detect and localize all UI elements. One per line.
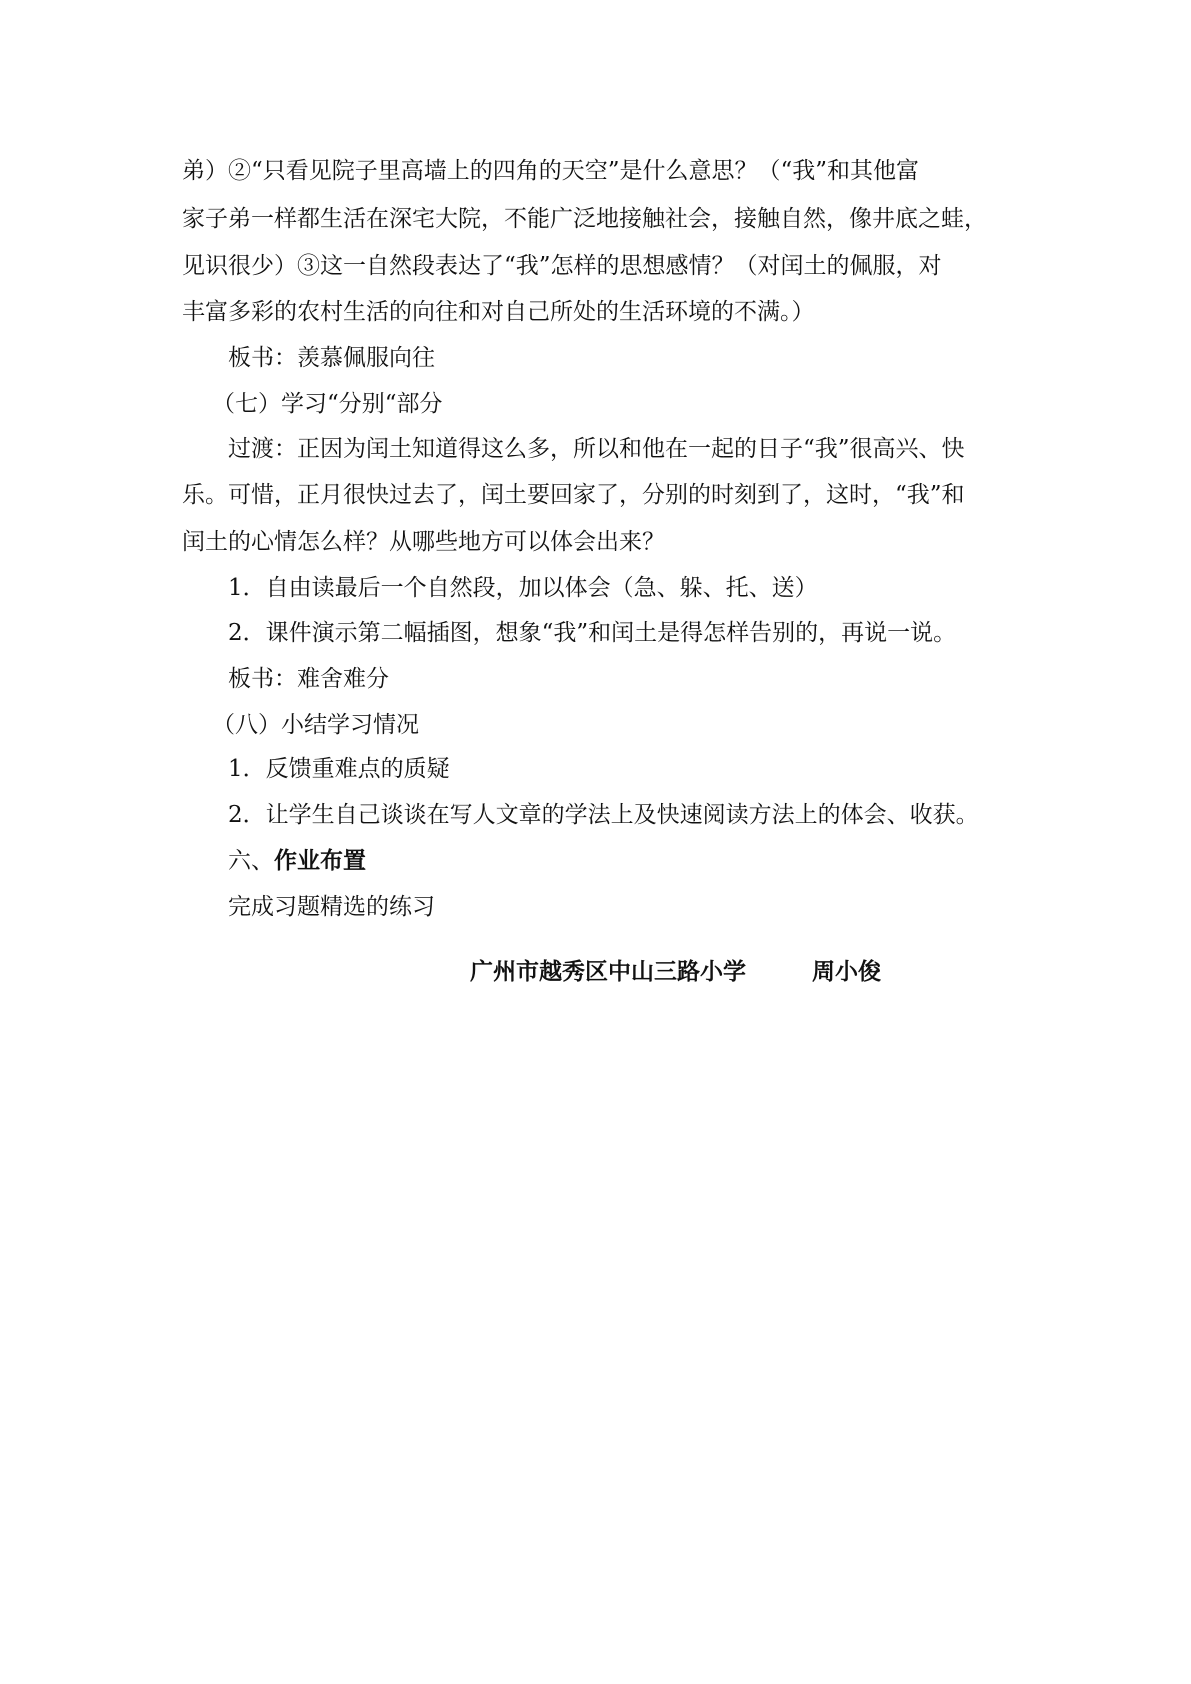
board-note: 板书：羡慕佩服向往	[228, 345, 435, 371]
paragraph-line: 丰富多彩的农村生活的向往和对自己所处的生活环境的不满。）	[182, 299, 815, 325]
paragraph-line: 闰土的心情怎么样？从哪些地方可以体会出来？	[182, 529, 665, 555]
list-item: 2．让学生自己谈谈在写人文章的学法上及快速阅读方法上的体会、收获。	[228, 802, 979, 828]
paragraph-line: 家子弟一样都生活在深宅大院，不能广泛地接触社会，接触自然，像井底之蛙，	[182, 206, 987, 232]
list-item: 2．课件演示第二幅插图，想象“我”和闰土是得怎样告别的，再说一说。	[228, 620, 957, 646]
board-note: 板书：难舍难分	[228, 666, 389, 692]
paragraph-line: 完成习题精选的练习	[228, 894, 435, 920]
list-item: 1．反馈重难点的质疑	[228, 756, 450, 782]
list-item: 1．自由读最后一个自然段，加以体会（急、躲、托、送）	[228, 575, 818, 601]
paragraph-line: 乐。可惜，正月很快过去了，闰土要回家了，分别的时刻到了，这时，“我”和	[182, 482, 965, 508]
signature-author: 周小俊	[812, 958, 881, 985]
paragraph-line: 过渡：正因为闰土知道得这么多，所以和他在一起的日子“我”很高兴、快	[228, 436, 965, 462]
section-heading: （八）小结学习情况	[212, 712, 419, 738]
section-number: 六、	[228, 848, 274, 874]
section-heading: （七）学习“分别“部分	[212, 391, 443, 417]
signature-school: 广州市越秀区中山三路小学	[470, 958, 746, 985]
paragraph-line: 见识很少）③这一自然段表达了“我”怎样的思想感情？（对闰土的佩服，对	[182, 253, 942, 279]
section-heading	[228, 846, 366, 876]
paragraph-line: 弟）②“只看见院子里高墙上的四角的天空”是什么意思？（“我”和其他富	[182, 158, 920, 184]
section-title: 作业布置	[274, 847, 366, 874]
